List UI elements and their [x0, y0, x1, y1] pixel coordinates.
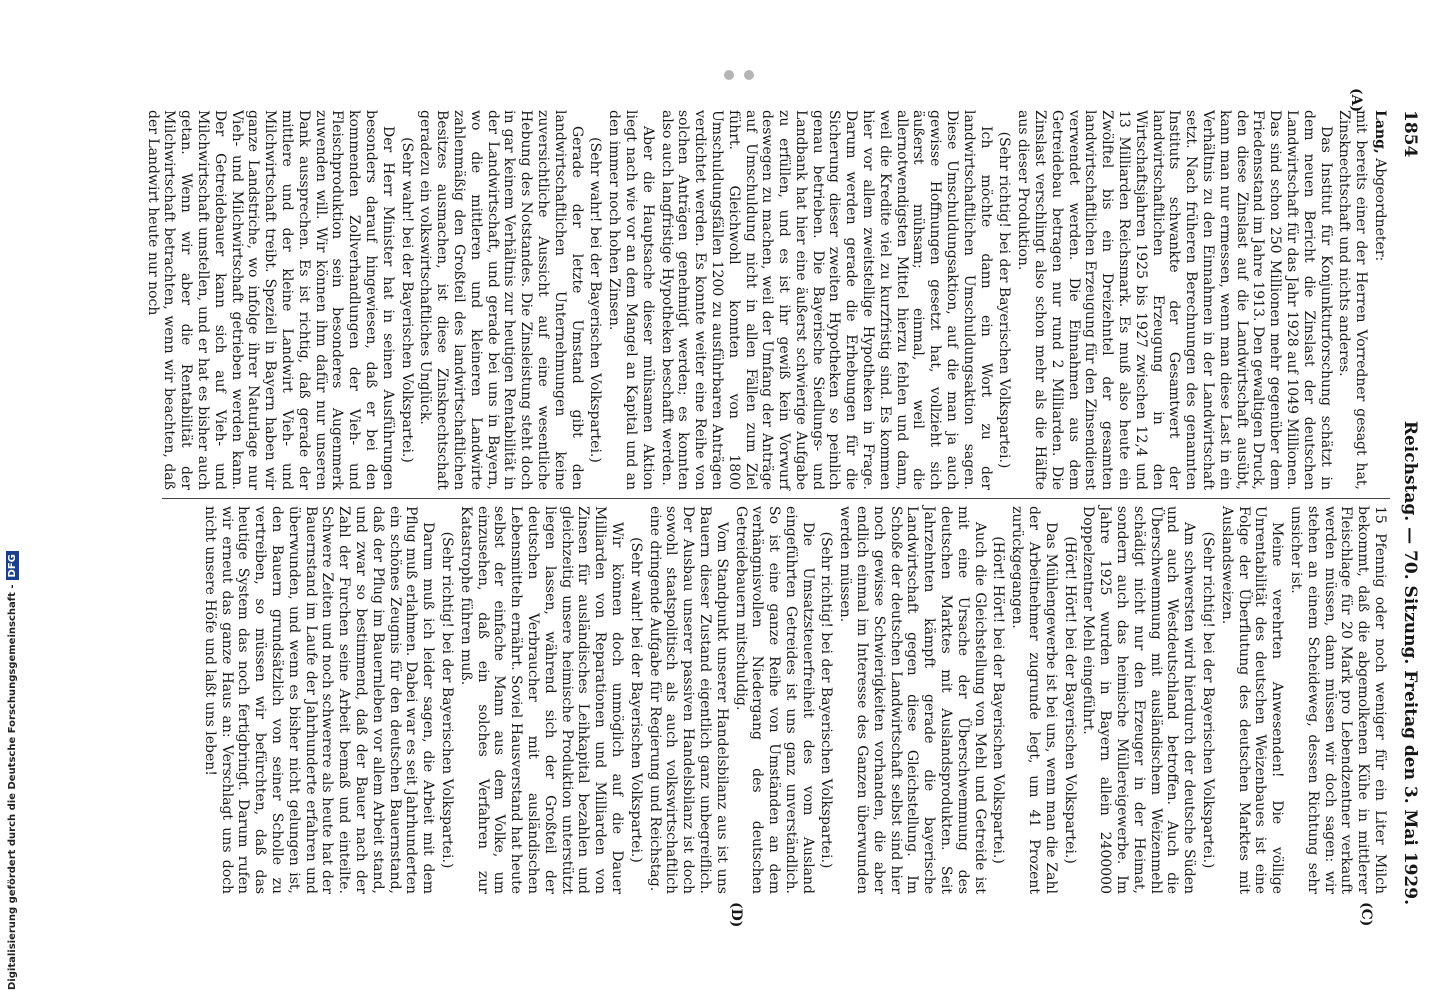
column-divider	[162, 498, 1390, 499]
paragraph: Gerade der letzte Umstand gibt den landwirtschaftlichen Unternehmungen keine zuversichtliche Aussicht auf eine wesentliche Hebung des Notstandes. Die Zinsleistung steht doch in gar keinem Verhältnis zur heutigen Rentabilität in der Landwirtschaft, und gerade bei uns in Bayern, wo die mittleren und kleineren Landwirte zahlenmäßig den Großteil des landwirtschaftlichen Besitzes ausmachen, ist diese Zinsknechtschaft geradezu ein volkswirtschaftliches Unglück.	[417, 110, 585, 490]
margin-mark-d: (D)	[728, 902, 744, 928]
speaker-name: Lang,	[1372, 110, 1388, 154]
left-column	[142, 110, 1388, 490]
paragraph: Darum muß ich leider sagen, die Arbeit mit dem Pflug muß erlahmen. Dabei war es seit Jahrhunderten ein schönes Zeugnis für den deutschen Bauernstand, daß der Pflug im Bauernleben vor allem Arbeit stand, und zwar so bestimmend, daß der Bauer nach der Zahl der Furchen seine Arbeit bemaß und einteilte. Schwere Zeiten und noch schwerere als heute hat der Bauernstand im Laufe der Jahrhunderte erfahren und überwunden, und wenn es bisher nicht gelungen ist, den Bauern grundsätzlich von seiner Scholle zu vertreiben, so müssen wir befürchten, daß das heutige System das noch fertigbringt. Darum rufen wir erneut das ganze Haus an: Verschlagt uns doch nicht unsere Höfe und laßt uns leben!	[201, 506, 437, 894]
interjection: (Sehr wahr! bei der Bayerischen Volkspartei.)	[627, 537, 644, 863]
paragraph: Vom Standpunkt unserer Handelsbilanz aus ist uns Bauern dieser Zustand eigentlich ganz unbegreiflich. Der Ausbau unserer passiven Handelsbilanz ist doch sowohl staatspolitisch als auch volkswirtschaftlich eine dringende Aufgabe für Regierung und Reichstag.	[646, 506, 730, 894]
paragraph: Aber die Hauptsache dieser mühsamen Aktion liegt nach wie vor an dem Mangel an Kapital und an den immer noch hohen Zinsen.	[606, 110, 656, 490]
punch-hole	[744, 70, 754, 80]
paragraph: 15 Pfennig oder noch weniger für ein Liter Milch bekommt, daß die abgemolkenen Kühe in mittlerer Fleischlage für 20 Mark pro Lebendzentner verkauft werden müssen, dann müssen wir doch sagen: wir stehen an einem Scheideweg, dessen Richtung sehr unsicher ist.	[1288, 506, 1388, 894]
interjection: (Hört! Hört! bei der Bayerischen Volkspartei.)	[990, 536, 1007, 864]
interjection: (Sehr richtig! bei der Bayerischen Volkspartei.)	[818, 531, 835, 869]
paragraph: Der Herr Minister hat in seinen Ausführungen besonders darauf hingewiesen, daß er bei den kommenden Zollverhandlungen der Vieh- und Fleischproduktion sein besonderes Augenmerk zuwenden will. Wir können ihm dafür nur unseren Dank aussprechen. Es ist richtig, daß gerade der mittlere und der kleine Landwirt Vieh- und Milchwirtschaft treibt. Speziell in Bayern haben wir ganze Landstriche, wo infolge ihrer Naturlage nur Vieh- und Milchwirtschaft getrieben werden kann. Der Getreidebauer kann sich auf Vieh- und Milchwirtschaft umstellen, und er hat es bisher auch getan. Wenn wir aber die Rentabilität der Milchwirtschaft betrachten, wenn wir beachten, daß der Landwirt heute nur noch	[144, 110, 396, 490]
dfg-logo: DFG	[6, 551, 19, 580]
credit-text: Digitalisierung gefördert durch die Deutsche Forschungsgemeinschaft -	[7, 584, 18, 990]
interjection: (Sehr richtig! bei der Bayerischen Volkspartei.)	[996, 131, 1013, 469]
speaker-note: Abgeordneter:	[1372, 158, 1388, 262]
right-column	[199, 506, 1388, 894]
paragraph: Auch die Gleichstellung von Mehl und Getreide ist mit eine Ursache der Überschwemmung des deutschen Marktes mit Auslandsprodukten. Seit Jahrzehnten kämpft gerade die bayerische Landwirtschaft gegen diese Gleichstellung. Im Schoße der deutschen Landwirtschaft selbst sind hier noch gewisse Schwierigkeiten vorhanden, die aber endlich einmal im Interesse des Ganzen überwunden werden müssen.	[837, 506, 988, 894]
paragraph: Am schwersten wird hierdurch der deutsche Süden und auch Westdeutschland betroffen. Auch die Überschwemmung mit ausländischem Weizenmehl schädigt nicht nur den Erzeuger in der Heimat, sondern auch das heimische Müllereigewerbe. Im Jahre 1925 wurden in Bayern allein 2400000 Doppelzentner Mehl eingeführt.	[1080, 506, 1198, 894]
interjection: (Sehr richtig! bei der Bayerischen Volkspartei.)	[438, 531, 455, 869]
paragraph: Das Institut für Konjunkturforschung schätzt in dem neuen Bericht die Zinslast der deutschen Landwirtschaft für das Jahr 1928 auf 1049 Millionen. Das sind schon 250 Millionen mehr gegenüber dem Friedensstand im Jahre 1913. Den gewaltigen Druck, den diese Zinslast auf die Landwirtschaft ausübt, kann man nur ermessen, wenn man diese Last in ein Verhältnis zu den Einnahmen in der Landwirtschaft setzt. Nach früheren Berechnungen des genannten Instituts schwankte der Gesamtwert der landwirtschaftlichen Erzeugung in den Wirtschaftsjahren 1925 bis 1927 zwischen 12,4 und 13 Milliarden Reichsmark. Es muß also heute ein Zwölftel bis ein Dreizehntel der gesamten landwirtschaftlichen Erzeugung für den Zinsendienst verwendet werden. Die Einnahmen aus dem Getreidebau betragen nur rund 2 Milliarden. Die Zinslast verschlingt also schon mehr als die Hälfte aus dieser Produktion.	[1015, 110, 1334, 490]
paragraph: mit bereits einer der Herren Vorredner gesagt hat, Zinsknechtschaft und nichts anderes.	[1336, 110, 1370, 490]
punch-hole	[724, 70, 734, 80]
rotated-scan-page	[40, 0, 1434, 1000]
paragraph: Meine verehrten Anwesenden! Die völlige Unrentabilität des deutschen Weizenbaues ist eine Folge der Überflutung des deutschen Marktes mit Auslandsweizen.	[1218, 506, 1286, 894]
speaker-line	[1371, 110, 1388, 490]
interjection: (Hört! Hört! bei der Bayerischen Volkspartei.)	[1061, 536, 1078, 864]
page-header	[1398, 110, 1420, 905]
interjection: (Sehr richtig! bei der Bayerischen Volkspartei.)	[1200, 531, 1217, 869]
interjection: (Sehr wahr! bei der Bayerischen Volkspartei.)	[587, 137, 604, 463]
page-number: 1854	[1400, 110, 1420, 158]
paragraph: Die Umsatzsteuerfreiheit des vom Ausland eingeführten Getreides ist uns ganz unverständlich. So ist eine ganze Reihe von Umständen an dem verhängnisvollen Niedergang des deutschen Getreidebauern mitschuldig.	[732, 506, 816, 894]
interjection: (Sehr wahr! bei der Bayerischen Volkspartei.)	[398, 137, 415, 463]
margin-mark-a: (A)	[1348, 88, 1364, 113]
paragraph: Ich möchte dann ein Wort zu der landwirtschaftlichen Umschuldungsaktion sagen. Diese Umschuldungsaktion, auf die man ja auch gewisse Hoffnungen gesetzt hat, vollzieht sich äußerst mühsam; einmal, weil die allernotwendigsten Mittel hierzu fehlen und dann, weil die Kredite viel zu kurzfristig sind. Es kommen hier vor allem zweitstellige Hypotheken in Frage. Darum werden gerade die Erhebungen für die Sicherung dieser zweiten Hypotheken so peinlich genau betrieben. Die Bayerische Siedlungs- und Landbank hat hier eine äußerst schwierige Aufgabe zu erfüllen, und es ist ihr gewiß kein Vorwurf deswegen zu machen, weil der Umfang der Anträge auf Umschuldung nicht in allen Fällen zum Ziel führt. Gleichwohl konnten von 1800 Umschuldungsfällen 1200 zu ausführbaren Anträgen verdichtet werden. Es konnte weiter eine Reihe von solchen Anträgen genehmigt werden; es konnten also auch langfristige Hypotheken beschafft werden.	[658, 110, 994, 490]
page-title: Reichstag. — 70. Sitzung. Freitag den 3. Mai 1929.	[1400, 420, 1420, 905]
paragraph: Das Mühlengewerbe ist bei uns, wenn man die Zahl der Arbeitnehmer zugrunde legt, um 41 Prozent zurückgegangen.	[1009, 506, 1059, 894]
margin-mark-c: (C)	[1358, 902, 1374, 927]
paragraph: Wir können doch unmöglich auf die Dauer Milliarden von Reparationen und Milliarden von Zinsen für ausländisches Leihkapital bezahlen und gleichzeitig unsere heimische Produktion unterstützt liegen lassen, während sich der Großteil der deutschen Verbraucher mit ausländischen Lebensmitteln ernährt. Soviel Hausverstand hat heute selbst der einfache Mann aus dem Volke, um einzusehen, daß ein solches Verfahren zur Katastrophe führen muß.	[457, 506, 625, 894]
